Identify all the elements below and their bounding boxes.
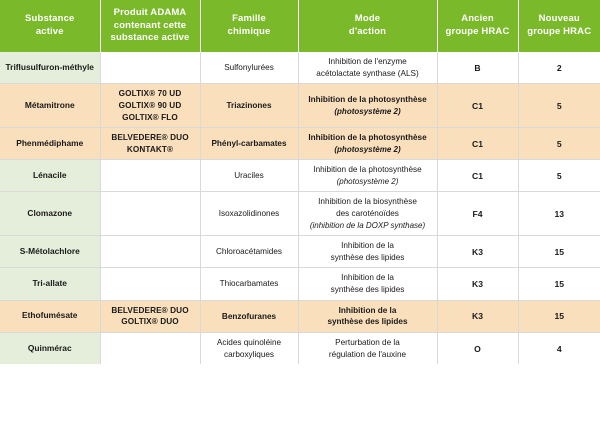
column-header-produit-adama (100, 0, 200, 52)
cell-line: Triazinones (226, 100, 272, 110)
cell-nouveau-groupe-hrac: 15 (518, 236, 600, 268)
table-row (0, 160, 600, 192)
cell-line: synthèse des lipides (330, 252, 405, 262)
cell-famille-chimique (200, 192, 298, 236)
cell-mode-daction (298, 128, 437, 160)
cell-produit-adama (100, 160, 200, 192)
table-header (0, 0, 600, 52)
header-line: groupe HRAC (527, 26, 592, 37)
table-row (0, 52, 600, 84)
cell-produit-adama (100, 300, 200, 332)
cell-ancien-groupe-hrac: K3 (437, 236, 518, 268)
cell-line: Uraciles (234, 171, 264, 181)
cell-mode-subnote: (photosystème 2) (334, 106, 401, 116)
cell-ancien-groupe-hrac: C1 (437, 128, 518, 160)
cell-mode-daction (298, 160, 437, 192)
cell-famille-chimique (200, 84, 298, 128)
cell-line: Inhibition de la (338, 305, 397, 315)
cell-produit-adama (100, 84, 200, 128)
cell-line: GOLTIX® DUO (121, 317, 179, 327)
cell-mode-daction (298, 192, 437, 236)
header-line: d'action (348, 26, 387, 37)
cell-produit-adama (100, 268, 200, 300)
cell-ancien-groupe-hrac: K3 (437, 268, 518, 300)
cell-substance-active: Quinmérac (0, 332, 100, 364)
cell-line: GOLTIX® 70 UD (118, 89, 182, 99)
cell-nouveau-groupe-hrac: 5 (518, 84, 600, 128)
header-row (0, 0, 600, 52)
column-header-substance-active (0, 0, 100, 52)
cell-produit-adama (100, 236, 200, 268)
header-line: substance active (110, 32, 190, 44)
cell-line: régulation de l'auxine (328, 349, 407, 359)
cell-nouveau-groupe-hrac: 15 (518, 268, 600, 300)
cell-nouveau-groupe-hrac: 15 (518, 300, 600, 332)
header-line: Substance (25, 13, 75, 25)
cell-line: Inhibition de la photosynthèse (308, 95, 427, 105)
header-line: contenant cette (113, 19, 187, 31)
cell-ancien-groupe-hrac: F4 (437, 192, 518, 236)
cell-line: GOLTIX® FLO (122, 112, 178, 122)
cell-line: Inhibition de la (341, 273, 394, 283)
header-line: Nouveau (538, 13, 580, 25)
cell-line: Inhibition de la photosynthèse (308, 133, 427, 143)
cell-substance-active: Triflusulfuron-méthyle (0, 52, 100, 84)
header-line: Famille (232, 13, 266, 25)
column-header-famille-chimique (200, 0, 298, 52)
header-line: Ancien (461, 13, 494, 25)
header-line: Mode (354, 13, 381, 25)
table-body (0, 52, 600, 364)
cell-substance-active: Métamitrone (0, 84, 100, 128)
cell-substance-active: Ethofumésate (0, 300, 100, 332)
cell-ancien-groupe-hrac: C1 (437, 160, 518, 192)
cell-mode-subnote: (photosystème 2) (336, 177, 399, 187)
cell-line: Inhibition de la biosynthèse (318, 197, 417, 207)
cell-line: carboxyliques (223, 349, 275, 359)
cell-produit-adama (100, 332, 200, 364)
cell-mode-daction (298, 52, 437, 84)
cell-mode-daction (298, 236, 437, 268)
cell-ancien-groupe-hrac: O (437, 332, 518, 364)
header-line: groupe HRAC (445, 26, 510, 37)
cell-line: Perturbation de la (335, 337, 400, 347)
cell-famille-chimique (200, 268, 298, 300)
cell-famille-chimique (200, 52, 298, 84)
cell-line: synthèse des lipides (330, 285, 405, 295)
cell-mode-daction (298, 84, 437, 128)
table-row (0, 84, 600, 128)
cell-substance-active: S-Métolachlore (0, 236, 100, 268)
table-row (0, 300, 600, 332)
column-header-mode-daction (298, 0, 437, 52)
table-row (0, 332, 600, 364)
cell-line: Inhibition de la (341, 241, 394, 251)
cell-produit-adama (100, 192, 200, 236)
table-row (0, 192, 600, 236)
cell-substance-active: Lénacile (0, 160, 100, 192)
cell-line: BELVEDERE® DUO (111, 133, 189, 143)
cell-substance-active: Phenmédiphame (0, 128, 100, 160)
cell-line: Inhibition de la photosynthèse (313, 165, 422, 175)
cell-produit-adama (100, 52, 200, 84)
cell-line: des caroténoïdes (336, 209, 399, 219)
cell-nouveau-groupe-hrac: 2 (518, 52, 600, 84)
header-line: active (35, 26, 64, 37)
table-row (0, 236, 600, 268)
cell-ancien-groupe-hrac: K3 (437, 300, 518, 332)
cell-mode-subnote: (inhibition de la DOXP synthase) (309, 220, 426, 230)
cell-nouveau-groupe-hrac: 5 (518, 128, 600, 160)
cell-substance-active: Tri-allate (0, 268, 100, 300)
cell-famille-chimique (200, 128, 298, 160)
table-row (0, 128, 600, 160)
cell-line: GOLTIX® 90 UD (118, 100, 182, 110)
cell-mode-subnote: (photosystème 2) (334, 144, 401, 154)
cell-line: acétolactate synthase (ALS) (316, 68, 419, 78)
cell-mode-daction (298, 300, 437, 332)
cell-mode-daction (298, 268, 437, 300)
column-header-ancien-groupe-hrac (437, 0, 518, 52)
cell-line: Acides quinoléine (216, 337, 282, 347)
cell-line: Benzofuranes (221, 311, 277, 321)
table-row (0, 268, 600, 300)
cell-line: Chloroacétamides (216, 246, 282, 256)
cell-produit-adama (100, 128, 200, 160)
cell-line: Phényl-carbamates (211, 139, 287, 149)
cell-nouveau-groupe-hrac: 4 (518, 332, 600, 364)
cell-famille-chimique (200, 332, 298, 364)
cell-nouveau-groupe-hrac: 5 (518, 160, 600, 192)
header-line: chimique (227, 26, 271, 37)
column-header-nouveau-groupe-hrac (518, 0, 600, 52)
cell-line: synthèse des lipides (327, 317, 408, 327)
cell-nouveau-groupe-hrac: 13 (518, 192, 600, 236)
cell-line: Sulfonylurées (224, 62, 274, 72)
cell-line: Inhibition de l'enzyme (328, 57, 407, 66)
cell-ancien-groupe-hrac: B (437, 52, 518, 84)
cell-line: KONTAKT® (126, 144, 174, 154)
cell-substance-active: Clomazone (0, 192, 100, 236)
cell-line: BELVEDERE® DUO (111, 305, 189, 315)
cell-ancien-groupe-hrac: C1 (437, 84, 518, 128)
cell-famille-chimique (200, 160, 298, 192)
cell-famille-chimique (200, 236, 298, 268)
cell-line: Isoxazolidinones (218, 208, 280, 218)
cell-famille-chimique (200, 300, 298, 332)
cell-mode-daction (298, 332, 437, 364)
cell-line: Thiocarbamates (219, 279, 279, 289)
header-line: Produit ADAMA (113, 7, 187, 19)
